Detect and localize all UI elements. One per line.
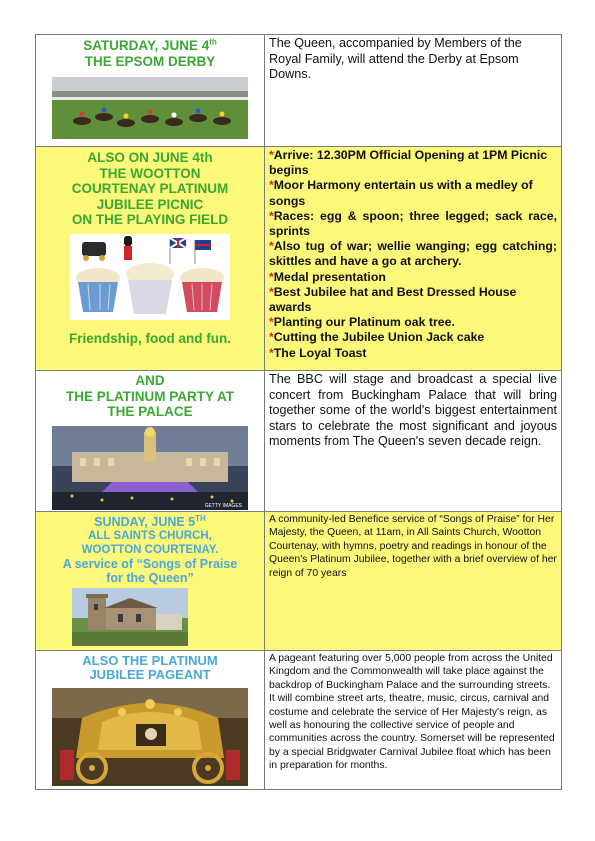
row-jubilee-pageant — [36, 651, 562, 790]
praise-description: A community-led Benefice service of “Songs of Praise” for Her Majesty, the Queen, at 11am, in All Saints Church, Wootton Courtenay, with hymns, poetry and readings in honour of the Queen's Platinum Jubilee, together with a brief overview of her reign of 70 years — [269, 514, 557, 579]
picnic-caption: Friendship, food and fun. — [69, 330, 231, 346]
praise-title-cell — [36, 512, 265, 651]
schedule-item: *Medal presentation — [269, 269, 386, 284]
party-title-line: THE PALACE — [107, 404, 193, 419]
praise-title — [36, 515, 264, 585]
picnic-schedule-cell — [265, 147, 562, 371]
picnic-title-line: JUBILEE PICNIC — [96, 196, 204, 212]
praise-title-date: SUNDAY, JUNE 5TH — [94, 513, 206, 529]
praise-title-line: A service of “Songs of Praise — [62, 557, 238, 571]
pageant-desc-cell — [265, 651, 562, 790]
epsom-desc-cell — [265, 35, 562, 147]
image-credit: GETTY IMAGES — [204, 502, 242, 509]
row-songs-of-praise — [36, 512, 562, 651]
praise-desc-cell — [265, 512, 562, 651]
schedule-item: *Moor Harmony entertain us with a medley of songs — [269, 178, 533, 208]
picnic-title-line: THE WOOTTON — [99, 165, 201, 181]
picnic-schedule-list — [265, 147, 561, 361]
epsom-title-line2: THE EPSOM DERBY — [84, 53, 216, 69]
praise-title-line: for the Queen” — [106, 571, 194, 585]
events-table — [35, 34, 562, 790]
pageant-title-line: JUBILEE PAGEANT — [89, 667, 211, 682]
schedule-item: *Cutting the Jubilee Union Jack cake — [269, 330, 485, 345]
jubilee-cupcakes-photo — [70, 234, 230, 320]
epsom-title — [36, 38, 264, 69]
row-platinum-party — [36, 371, 562, 512]
praise-title-line: ALL SAINTS CHURCH, — [88, 530, 212, 542]
epsom-title-cell — [36, 35, 265, 147]
picnic-title-cell — [36, 147, 265, 371]
picnic-title-line: ALSO ON JUNE 4th — [87, 150, 213, 165]
epsom-description: The Queen, accompanied by Members of the Royal Family, will attend the Derby at Epsom Downs. — [269, 36, 522, 81]
schedule-item: *Planting our Platinum oak tree. — [269, 315, 455, 330]
row-jubilee-picnic — [36, 147, 562, 371]
pageant-title-line: ALSO THE PLATINUM — [82, 653, 218, 668]
church-photo — [72, 588, 188, 646]
schedule-item: *The Loyal Toast — [269, 345, 367, 360]
praise-title-line: WOOTTON COURTENAY. — [81, 544, 219, 556]
party-title-line: AND — [135, 373, 165, 388]
epsom-title-sup: th — [209, 37, 217, 47]
pageant-title-cell — [36, 651, 265, 790]
pageant-title — [36, 654, 264, 682]
schedule-item: *Arrive: 12.30PM Official Opening at 1PM Picnic begins — [269, 148, 548, 178]
party-description: The BBC will stage and broadcast a special live concert from Buckingham Palace that will bring together some of the world's biggest entertainment stars to celebrate the most significant and joyous moments from The Queen's seven decade reign. — [269, 372, 557, 448]
party-title — [36, 373, 264, 420]
gold-state-coach-photo — [52, 688, 248, 786]
schedule-item: *Best Jubilee hat and Best Dressed House awards — [269, 284, 517, 315]
party-title-line: THE PLATINUM PARTY AT — [66, 388, 234, 404]
schedule-item: *Also tug of war; wellie wanging; egg catching; skittles and have a go at archery. — [269, 239, 557, 269]
party-title-cell — [36, 371, 265, 512]
pageant-description: A pageant featuring over 5,000 people from across the United Kingdom and the Commonwealth will take place against the backdrop of Buckingham Palace and the surrounding streets. It will combine street arts, theatre, music, circus, carnival and costume and celebrate the service of Her Majesty's reign, as well as honouring the collective service of people and communities across the country. Somerset will be represented by a special Bridgwater Carnival Jubilee float which has been in preparation for months. — [269, 653, 555, 772]
horse-race-photo — [52, 77, 248, 139]
palace-concert-photo — [52, 426, 248, 510]
picnic-title — [36, 150, 264, 228]
party-desc-cell — [265, 371, 562, 512]
row-epsom-derby — [36, 35, 562, 147]
schedule-item: *Races: egg & spoon; three legged; sack race, sprints — [269, 208, 557, 239]
epsom-title-line1: SATURDAY, JUNE 4 — [83, 38, 210, 53]
picnic-title-line: COURTENAY PLATINUM — [71, 181, 229, 196]
picnic-title-line: ON THE PLAYING FIELD — [71, 212, 229, 227]
